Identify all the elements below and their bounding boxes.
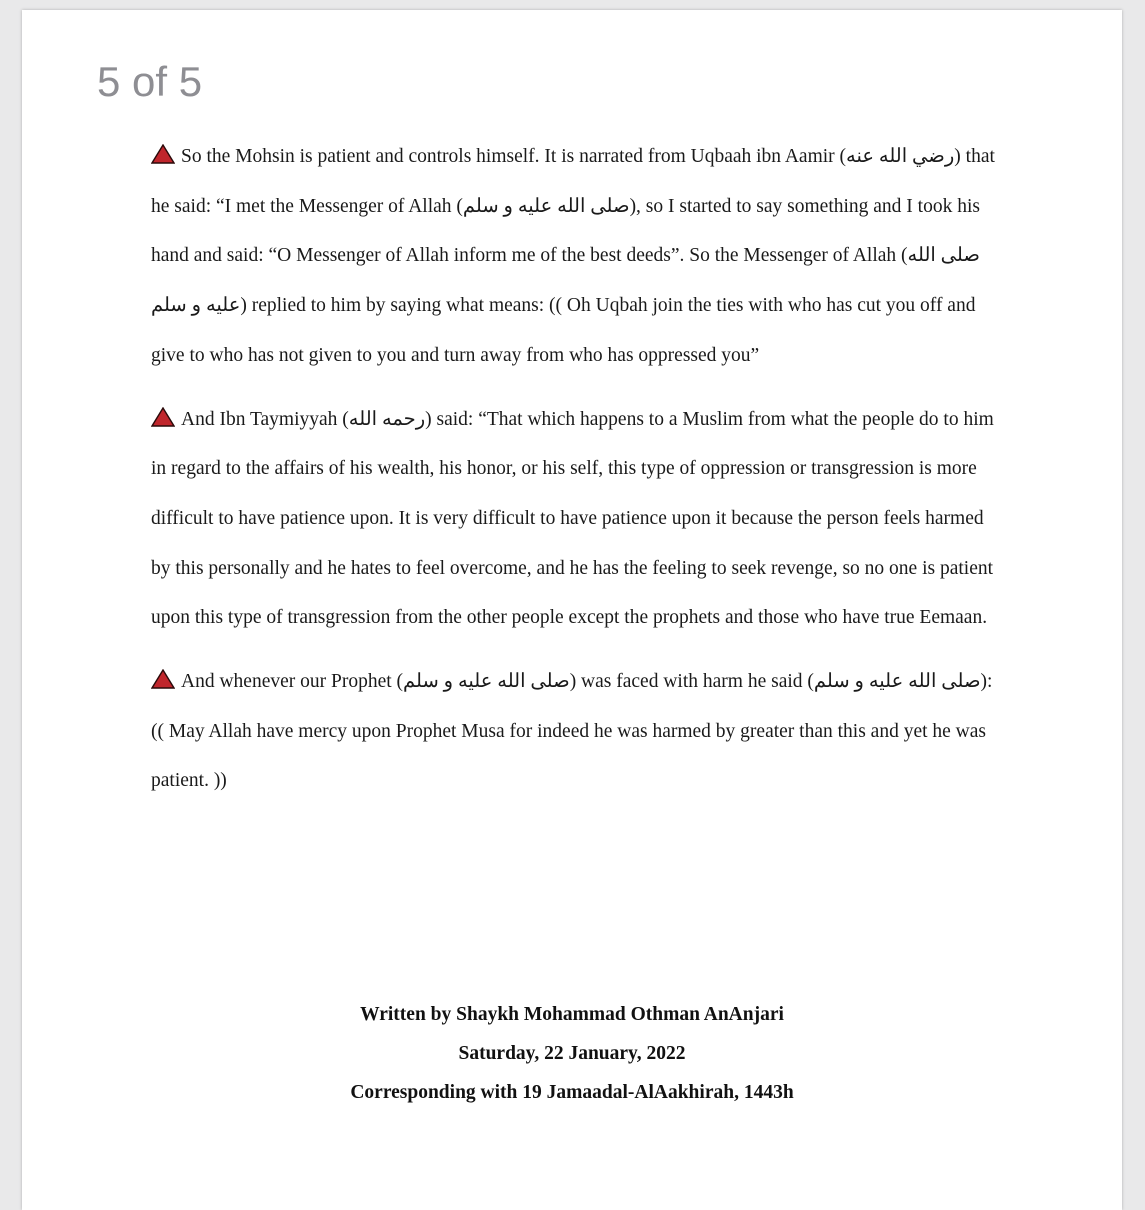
paragraph-2 [151,395,996,644]
signature-block [22,995,1122,1112]
red-triangle-icon [151,407,175,427]
date-line: Saturday, 22 January, 2022 [458,1043,686,1064]
document-page [22,10,1122,1210]
red-triangle-icon [151,669,175,689]
paragraph-3 [151,657,996,806]
paragraph-text: So the Mohsin is patient and controls himself. It is narrated from Uqbaah ibn Aamir (رضي الله عنه) that he said: “I met the Messenger of Allah (صلى الله عليه و سلم), so I started to say something and I took his hand and said: “O Messenger of Allah inform me of the best deeds”. So the Messenger of Allah (صلى الله عليه و سلم) replied to him by saying what means: (( Oh Uqbah join the ties with who has cut you off and give to who has not given to you and turn away from who has oppressed you” [151,146,995,366]
red-triangle-icon [151,144,175,164]
document-body [151,132,996,820]
hijri-date-line: Corresponding with 19 Jamaadal-AlAakhirah, 1443h [350,1082,794,1103]
author-line: Written by Shaykh Mohammad Othman AnAnjari [360,1004,784,1025]
paragraph-1 [151,132,996,381]
page-indicator: 5 of 5 [97,58,203,105]
paragraph-text: And Ibn Taymiyyah (رحمه الله) said: “That which happens to a Muslim from what the people do to him in regard to the affairs of his wealth, his honor, or his self, this type of oppression or transgression is more difficult to have patience upon. It is very difficult to have patience upon it because the person feels harmed by this personally and he hates to feel overcome, and he has the feeling to seek revenge, so no one is patient upon this type of transgression from the other people except the prophets and those who have true Eemaan. [151,408,994,629]
paragraph-text: And whenever our Prophet (صلى الله عليه و سلم) was faced with harm he said (صلى الله عليه و سلم): (( May Allah have mercy upon Prophet Musa for indeed he was harmed by greater than this and yet he was patient. )) [151,671,993,792]
